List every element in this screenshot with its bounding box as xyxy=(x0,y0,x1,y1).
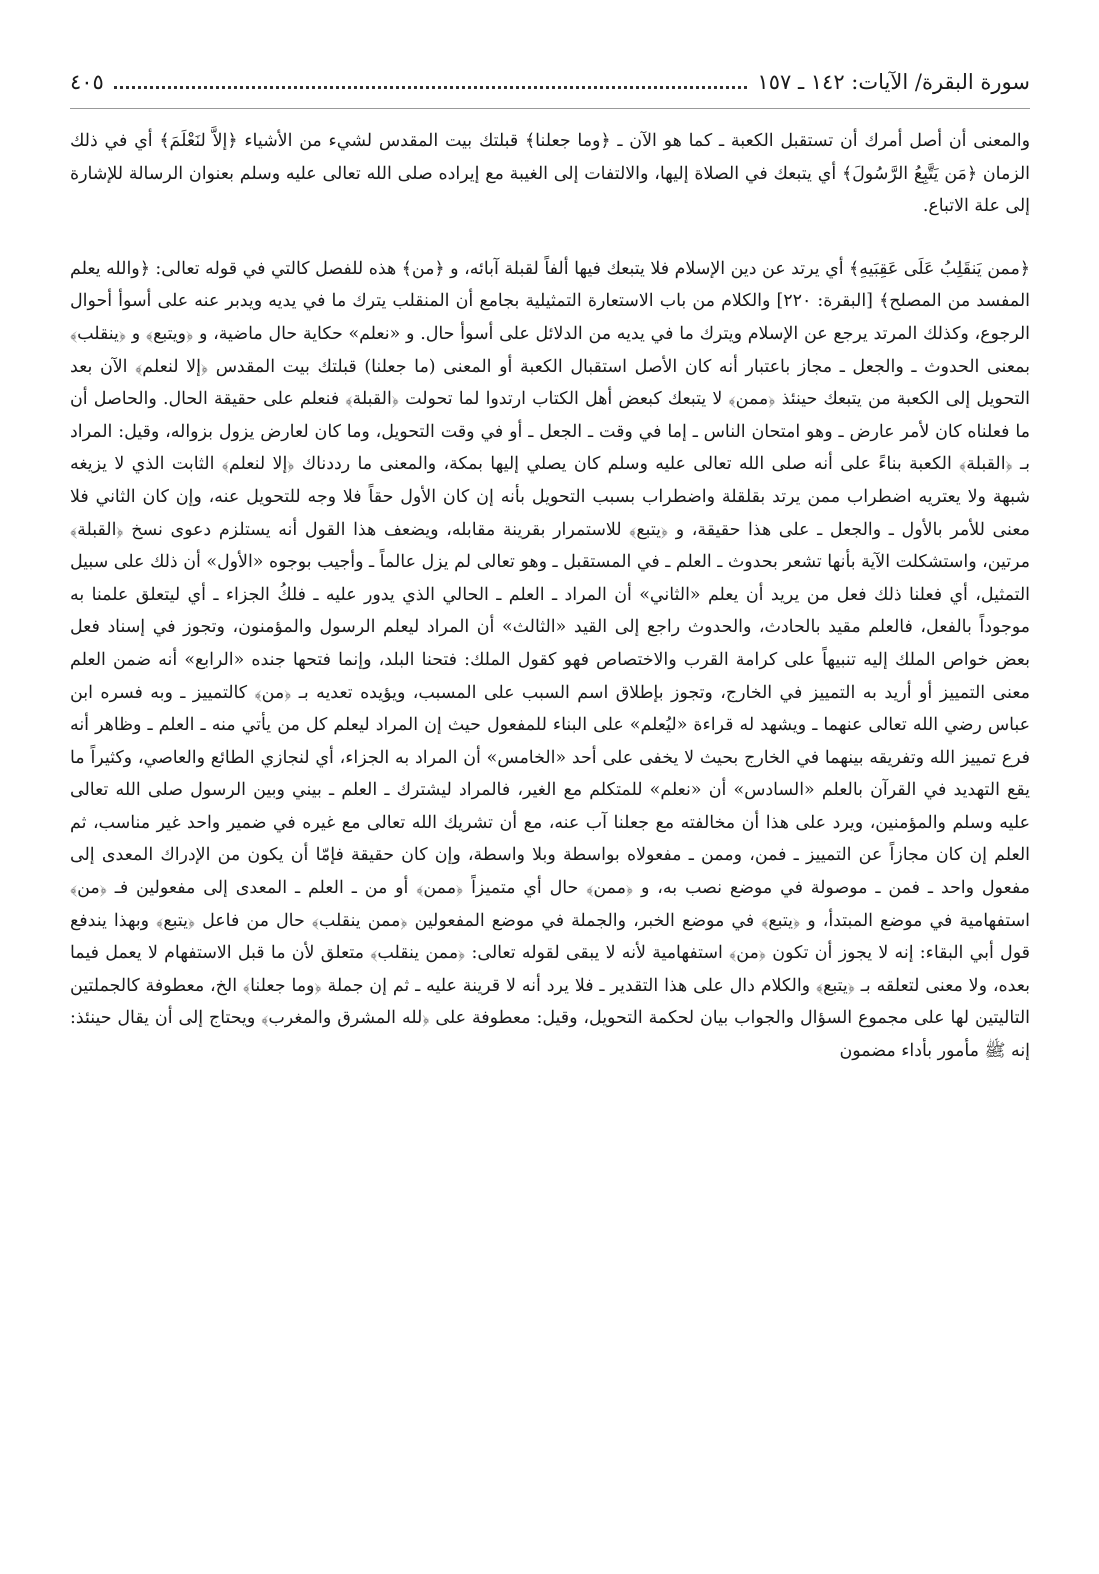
page-number: ٤٠٥ xyxy=(70,70,104,94)
section-title: سورة البقرة/ الآيات: ١٤٢ ـ ١٥٧ xyxy=(757,70,1030,94)
paragraph-1: والمعنى أن أصل أمرك أن تستقبل الكعبة ـ كما هو الآن ـ ﴿وما جعلنا﴾ قبلتك بيت المقدس لشيء من الأشياء ﴿إلاَّ لنَعْلَمَ﴾ أي في ذلك الزمان ﴿مَن يَتَّبِعُ الرَّسُولَ﴾ أي يتبعك في الصلاة إليها، والالتفات إلى الغيبة مع إيراده صلى الله تعالى عليه وسلم بعنوان الرسالة للإشارة إلى علة الاتباع. xyxy=(70,131,1030,217)
document-page xyxy=(70,70,1030,1550)
paragraph-2: ﴿ممن يَنقَلِبُ عَلَى عَقِبَيهِ﴾ أي يرتد عن دين الإسلام فلا يتبعك فيها ألفاً لقبلة آبائه، و ﴿من﴾ هذه للفصل كالتي في قوله تعالى: ﴿والله يعلم المفسد من المصلح﴾ [البقرة: ٢٢٠] والكلام من باب الاستعارة التمثيلية بجامع أن المنقلب يترك ما في يديه ويدبر عنه على أسوأ أحوال الرجوع، وكذلك المرتد يرجع عن الإسلام ويترك ما في يديه من الدلائل على أسوأ حال. و «نعلم» حكاية حال ماضية، و ﴿ويتبع﴾ و ﴿ينقلب﴾ بمعنى الحدوث ـ والجعل ـ مجاز باعتبار أنه كان الأصل استقبال الكعبة أو المعنى (ما جعلنا) قبلتك بيت المقدس ﴿إلا لنعلم﴾ الآن بعد التحويل إلى الكعبة من يتبعك حينئذ ﴿ممن﴾ لا يتبعك كبعض أهل الكتاب ارتدوا لما تحولت ﴿القبلة﴾ فنعلم على حقيقة الحال. والحاصل أن ما فعلناه كان لأمر عارض ـ وهو امتحان الناس ـ إما في وقت ـ الجعل ـ أو في وقت التحويل، وما كان لعارض يزول بزواله، وقيل: المراد بـ ﴿القبلة﴾ الكعبة بناءً على أنه صلى الله تعالى عليه وسلم كان يصلي إليها بمكة، والمعنى ما رددناك ﴿إلا لنعلم﴾ الثابت الذي لا يزيغه شبهة ولا يعتريه اضطراب ممن يرتد بقلقلة واضطراب بسبب التحويل بأنه إن كان الأول حقاً فلا وجه للتحويل عنه، وإن كان الثاني فلا معنى للأمر بالأول ـ والجعل ـ على هذا حقيقة، و ﴿يتبع﴾ للاستمرار بقرينة مقابله، ويضعف هذا القول أنه يستلزم دعوى نسخ ﴿القبلة﴾ مرتين، واستشكلت الآية بأنها تشعر بحدوث ـ العلم ـ في المستقبل ـ وهو تعالى لم يزل عالماً ـ وأجيب بوجوه «الأول» أن ذلك على سبيل التمثيل، أي فعلنا ذلك فعل من يريد أن يعلم «الثاني» أن المراد ـ العلم ـ الحالي الذي يدور عليه ـ فلكُ الجزاء ـ أي ليتعلق علمنا به موجوداً بالفعل، فالعلم مقيد بالحادث، والحدوث راجع إلى القيد «الثالث» أن المراد ليعلم الرسول والمؤمنون، وتجوز في إسناد فعل بعض خواص الملك إليه تنبيهاً على كرامة القرب والاختصاص فهو كقول الملك: فتحنا البلد، وإنما فتحها جنده «الرابع» أنه ضمن العلم معنى التمييز أو أريد به التمييز في الخارج، وتجوز بإطلاق اسم السبب على المسبب، ويؤيده تعديه بـ ﴿من﴾ كالتمييز ـ وبه فسره ابن عباس رضي الله تعالى عنهما ـ ويشهد له قراءة «ليُعلم» على البناء للمفعول حيث إن المراد ليعلم كل من يأتي منه ـ العلم ـ وظاهر أنه فرع تمييز الله وتفريقه بينهما في الخارج بحيث لا يخفى على أحد «الخامس» أن المراد به الجزاء، أي لنجازي الطائع والعاصي، وكثيراً ما يقع التهديد في القرآن بالعلم «السادس» أن «نعلم» للمتكلم مع الغير، فالمراد ليشترك ـ العلم ـ بيني وبين الرسول صلى الله تعالى عليه وسلم والمؤمنين، ويرد على هذا أن مخالفته مع جعلنا آب عنه، مع أن تشريك الله تعالى مع غيره في ضمير واحد غير مناسب، ثم العلم إن كان مجازاً عن التمييز ـ فمن، وممن ـ مفعولاه بواسطة وبلا واسطة، وإن كان حقيقة فإمّا أن يكون من الإدراك المعدى إلى مفعول واحد ـ فمن ـ موصولة في موضع نصب به، و ﴿ممن﴾ حال أي متميزاً ﴿ممن﴾ أو من ـ العلم ـ المعدى إلى مفعولين فـ ﴿من﴾ استفهامية في موضع المبتدأ، و ﴿يتبع﴾ في موضع الخبر، والجملة في موضع المفعولين ﴿ممن ينقلب﴾ حال من فاعل ﴿يتبع﴾ وبهذا يندفع قول أبي البقاء: إنه لا يجوز أن تكون ﴿من﴾ استفهامية لأنه لا يبقى لقوله تعالى: ﴿ممن ينقلب﴾ متعلق لأن ما قبل الاستفهام لا يعمل فيما بعده، ولا معنى لتعلقه بـ ﴿يتبع﴾ والكلام دال على هذا التقدير ـ فلا يرد أنه لا قرينة عليه ـ ثم إن جملة ﴿وما جعلنا﴾ الخ، معطوفة كالجملتين التاليتين لها على مجموع السؤال والجواب بيان لحكمة التحويل، وقيل: معطوفة على ﴿لله المشرق والمغرب﴾ ويحتاج إلى أن يقال حينئذ: إنه ﷺ مأمور بأداء مضمون xyxy=(70,258,1030,1062)
dot-leader xyxy=(114,76,748,89)
running-header xyxy=(70,70,1030,109)
paragraph-gap xyxy=(70,223,1030,253)
body-text xyxy=(70,125,1030,1068)
